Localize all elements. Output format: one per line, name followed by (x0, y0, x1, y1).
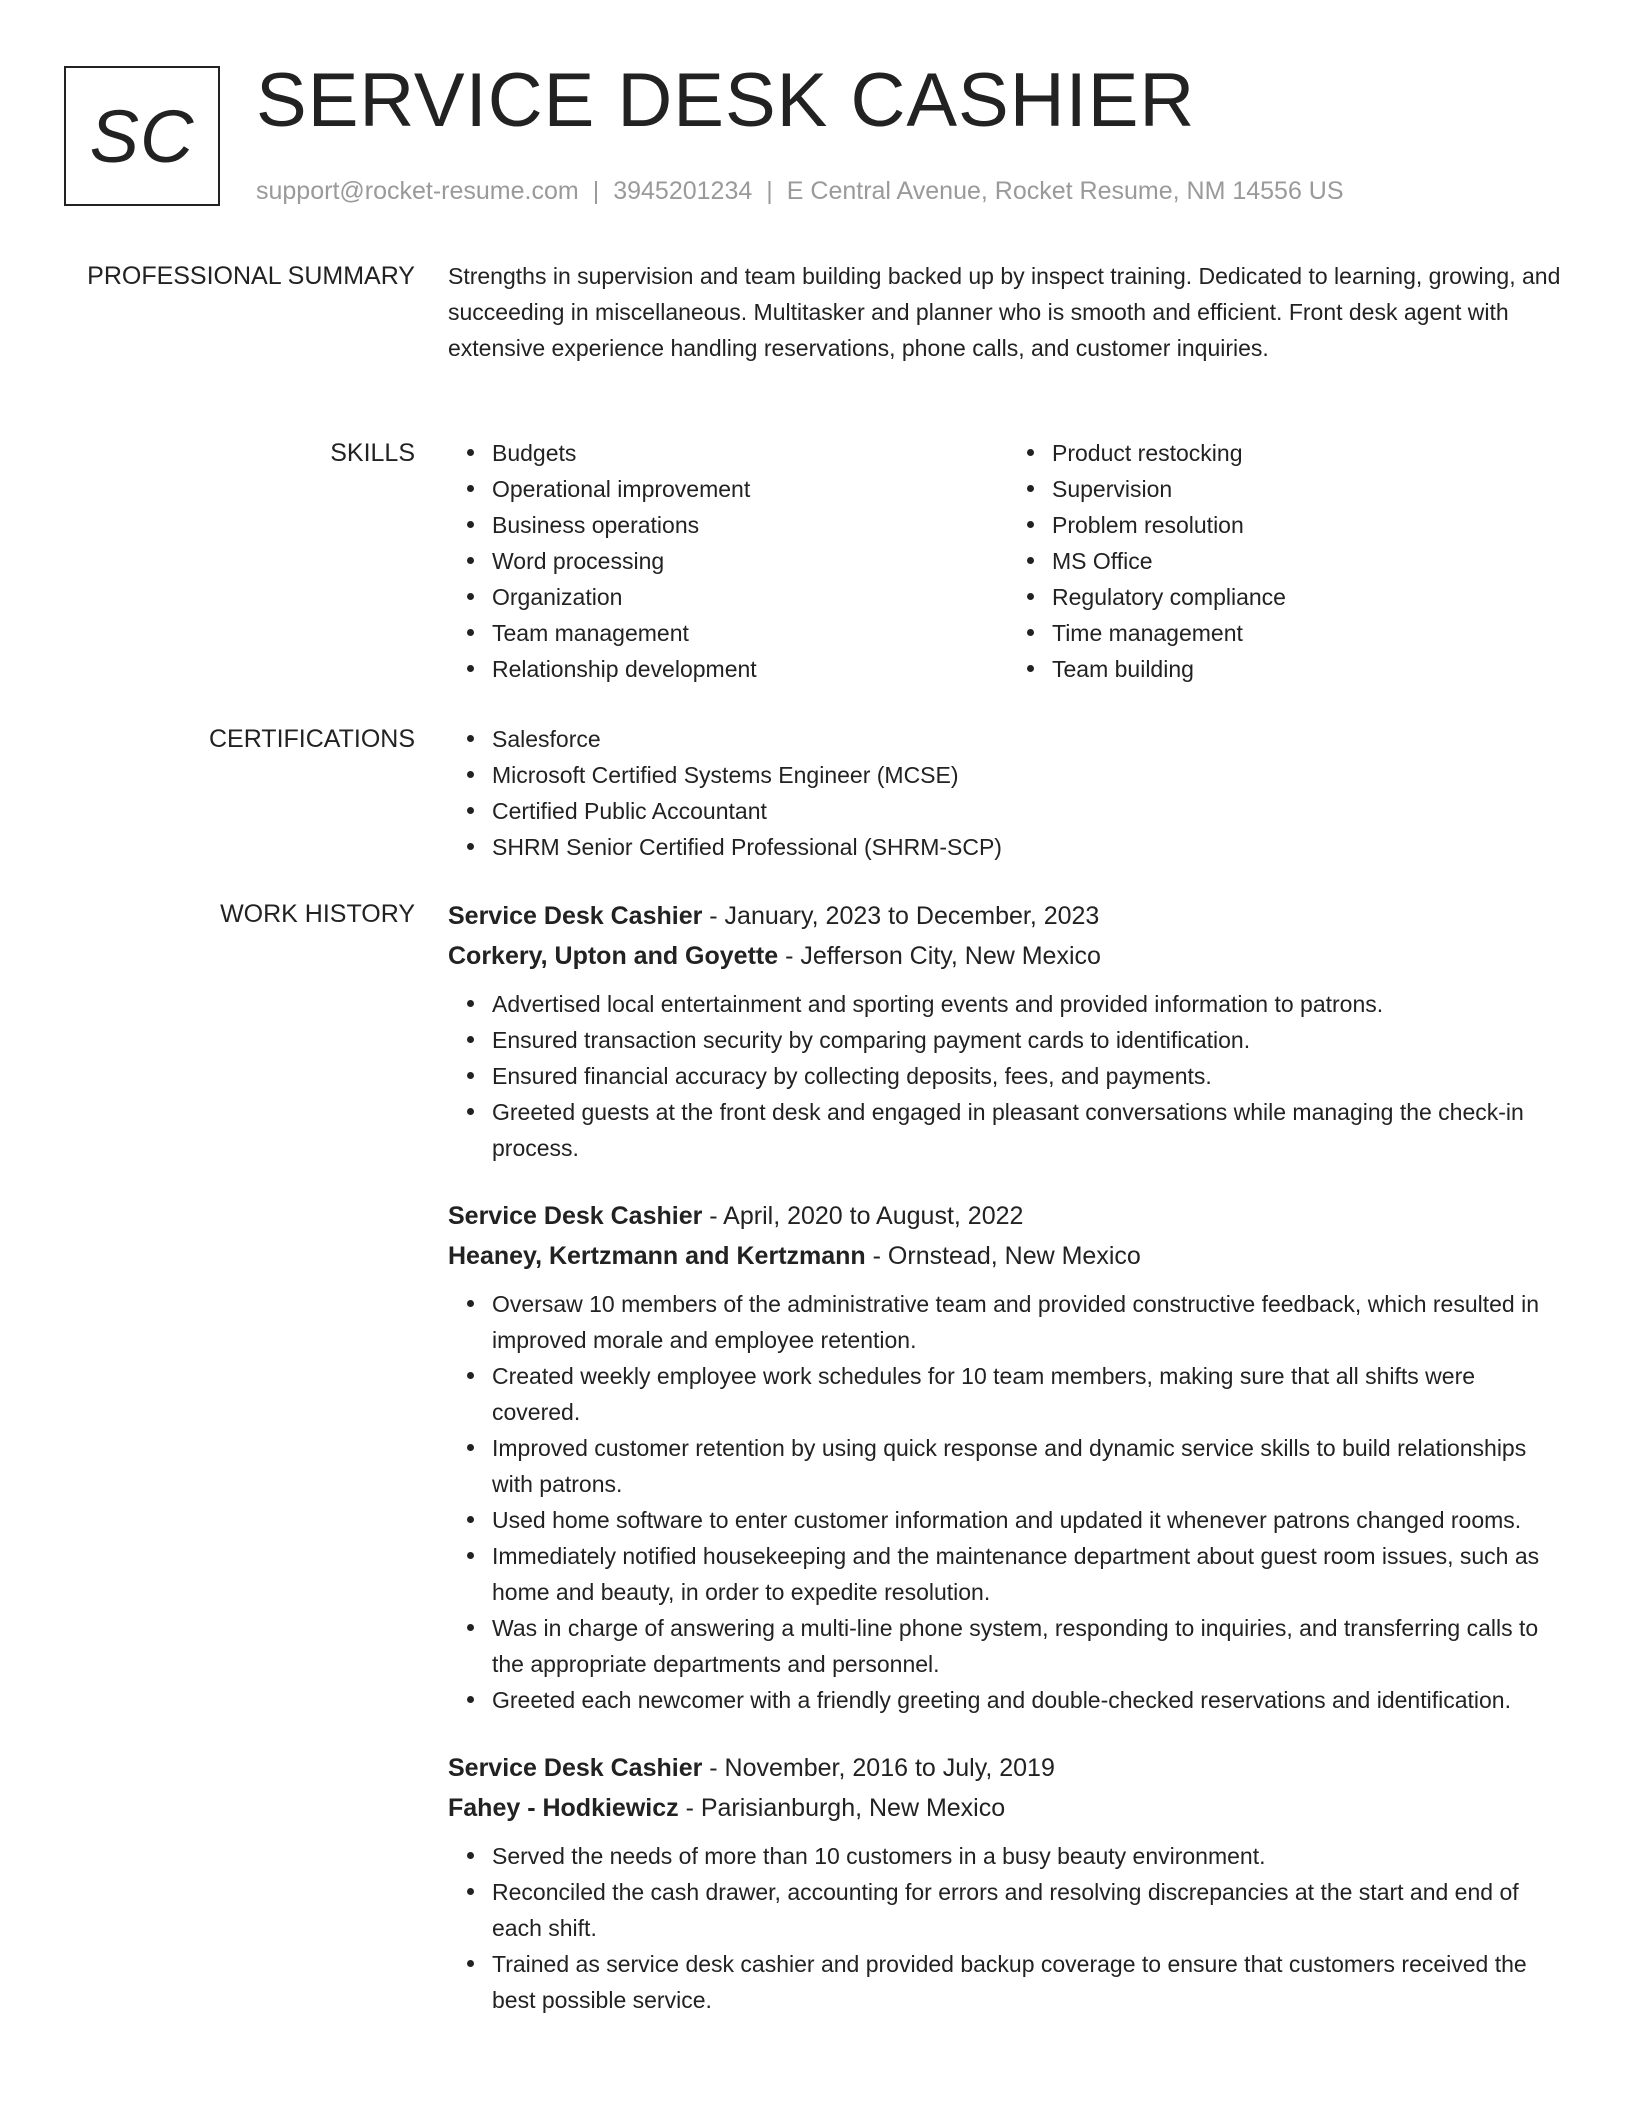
list-item: Greeted guests at the front desk and engaged in pleasant conversations while managing the check-in process. (492, 1094, 1568, 1166)
contact-separator: | (592, 177, 600, 205)
list-item: Team management (492, 615, 1008, 651)
job-bullets (448, 986, 1568, 1166)
list-item: Time management (1052, 615, 1568, 651)
job-title: Service Desk Cashier (448, 1754, 703, 1782)
candidate-name: SERVICE DESK CASHIER (256, 58, 1196, 143)
list-item: SHRM Senior Certified Professional (SHRM-SCP) (492, 829, 1568, 865)
list-item: Certified Public Accountant (492, 793, 1568, 829)
list-item: Greeted each newcomer with a friendly greeting and double-checked reservations and identification. (492, 1682, 1568, 1718)
list-item: Used home software to enter customer information and updated it whenever patrons changed rooms. (492, 1502, 1568, 1538)
list-item: Problem resolution (1052, 507, 1568, 543)
job-title-line (448, 1748, 1568, 1788)
job-location: - Parisianburgh, New Mexico (678, 1794, 1006, 1822)
job-bullets (448, 1838, 1568, 2018)
job-title: Service Desk Cashier (448, 1202, 703, 1230)
list-item: Was in charge of answering a multi-line phone system, responding to inquiries, and transferring calls to the appropriate departments and personnel. (492, 1610, 1568, 1682)
contact-phone[interactable]: 3945201234 (613, 177, 753, 205)
summary-heading: PROFESSIONAL SUMMARY (87, 262, 415, 290)
skills-heading: SKILLS (330, 439, 415, 467)
list-item: Immediately notified housekeeping and the maintenance department about guest room issues, such as home and beauty, in order to expedite resolution. (492, 1538, 1568, 1610)
job-title-line (448, 1196, 1568, 1236)
job-title: Service Desk Cashier (448, 902, 703, 930)
contact-email[interactable]: support@rocket-resume.com (256, 177, 579, 205)
list-item: Business operations (492, 507, 1008, 543)
job-company-line (448, 1236, 1568, 1276)
skills-list-right (1008, 435, 1568, 687)
list-item: Ensured financial accuracy by collecting deposits, fees, and payments. (492, 1058, 1568, 1094)
job-dates: - April, 2020 to August, 2022 (702, 1202, 1024, 1230)
skills-list-left (448, 435, 1008, 687)
job-bullets (448, 1286, 1568, 1718)
list-item: Oversaw 10 members of the administrative team and provided constructive feedback, which resulted in improved morale and employee retention. (492, 1286, 1568, 1358)
job-location: - Jefferson City, New Mexico (778, 942, 1101, 970)
certifications-heading: CERTIFICATIONS (208, 725, 415, 753)
work-history-heading: WORK HISTORY (220, 900, 415, 928)
list-item: Organization (492, 579, 1008, 615)
job-entry (448, 1748, 1568, 2018)
job-company-line (448, 936, 1568, 976)
list-item: Created weekly employee work schedules for 10 team members, making sure that all shifts were covered. (492, 1358, 1568, 1430)
list-item: Supervision (1052, 471, 1568, 507)
job-title-line (448, 896, 1568, 936)
job-entry (448, 1196, 1568, 1718)
list-item: Regulatory compliance (1052, 579, 1568, 615)
list-item: Salesforce (492, 721, 1568, 757)
job-company: Heaney, Kertzmann and Kertzmann (448, 1242, 866, 1270)
job-company: Fahey - Hodkiewicz (448, 1794, 679, 1822)
list-item: Relationship development (492, 651, 1008, 687)
list-item: MS Office (1052, 543, 1568, 579)
list-item: Improved customer retention by using quick response and dynamic service skills to build relationships with patrons. (492, 1430, 1568, 1502)
contact-address: E Central Avenue, Rocket Resume, NM 14556 US (786, 177, 1344, 205)
job-dates: - January, 2023 to December, 2023 (702, 902, 1100, 930)
list-item: Trained as service desk cashier and provided backup coverage to ensure that customers received the best possible service. (492, 1946, 1568, 2018)
job-location: - Ornstead, New Mexico (865, 1242, 1141, 1270)
list-item: Budgets (492, 435, 1008, 471)
list-item: Operational improvement (492, 471, 1008, 507)
list-item: Microsoft Certified Systems Engineer (MCSE) (492, 757, 1568, 793)
job-company-line (448, 1788, 1568, 1828)
contact-line (256, 174, 1344, 208)
list-item: Served the needs of more than 10 customers in a busy beauty environment. (492, 1838, 1568, 1874)
list-item: Team building (1052, 651, 1568, 687)
list-item: Ensured transaction security by comparing payment cards to identification. (492, 1022, 1568, 1058)
list-item: Advertised local entertainment and sporting events and provided information to patrons. (492, 986, 1568, 1022)
job-company: Corkery, Upton and Goyette (448, 942, 779, 970)
list-item: Product restocking (1052, 435, 1568, 471)
list-item: Reconciled the cash drawer, accounting for errors and resolving discrepancies at the start and end of each shift. (492, 1874, 1568, 1946)
monogram-logo: SC (64, 66, 220, 206)
job-entry (448, 896, 1568, 1166)
summary-text: Strengths in supervision and team building backed up by inspect training. Dedicated to learning, growing, and succeeding in miscellaneous. Multitasker and planner who is smooth and efficient. Front desk agent with extensive experience handling reservations, phone calls, and customer inquiries. (448, 263, 1561, 361)
certifications-list (448, 721, 1568, 865)
job-dates: - November, 2016 to July, 2019 (702, 1754, 1055, 1782)
contact-separator: | (766, 177, 773, 205)
list-item: Word processing (492, 543, 1008, 579)
jobs-container (448, 896, 1568, 2048)
